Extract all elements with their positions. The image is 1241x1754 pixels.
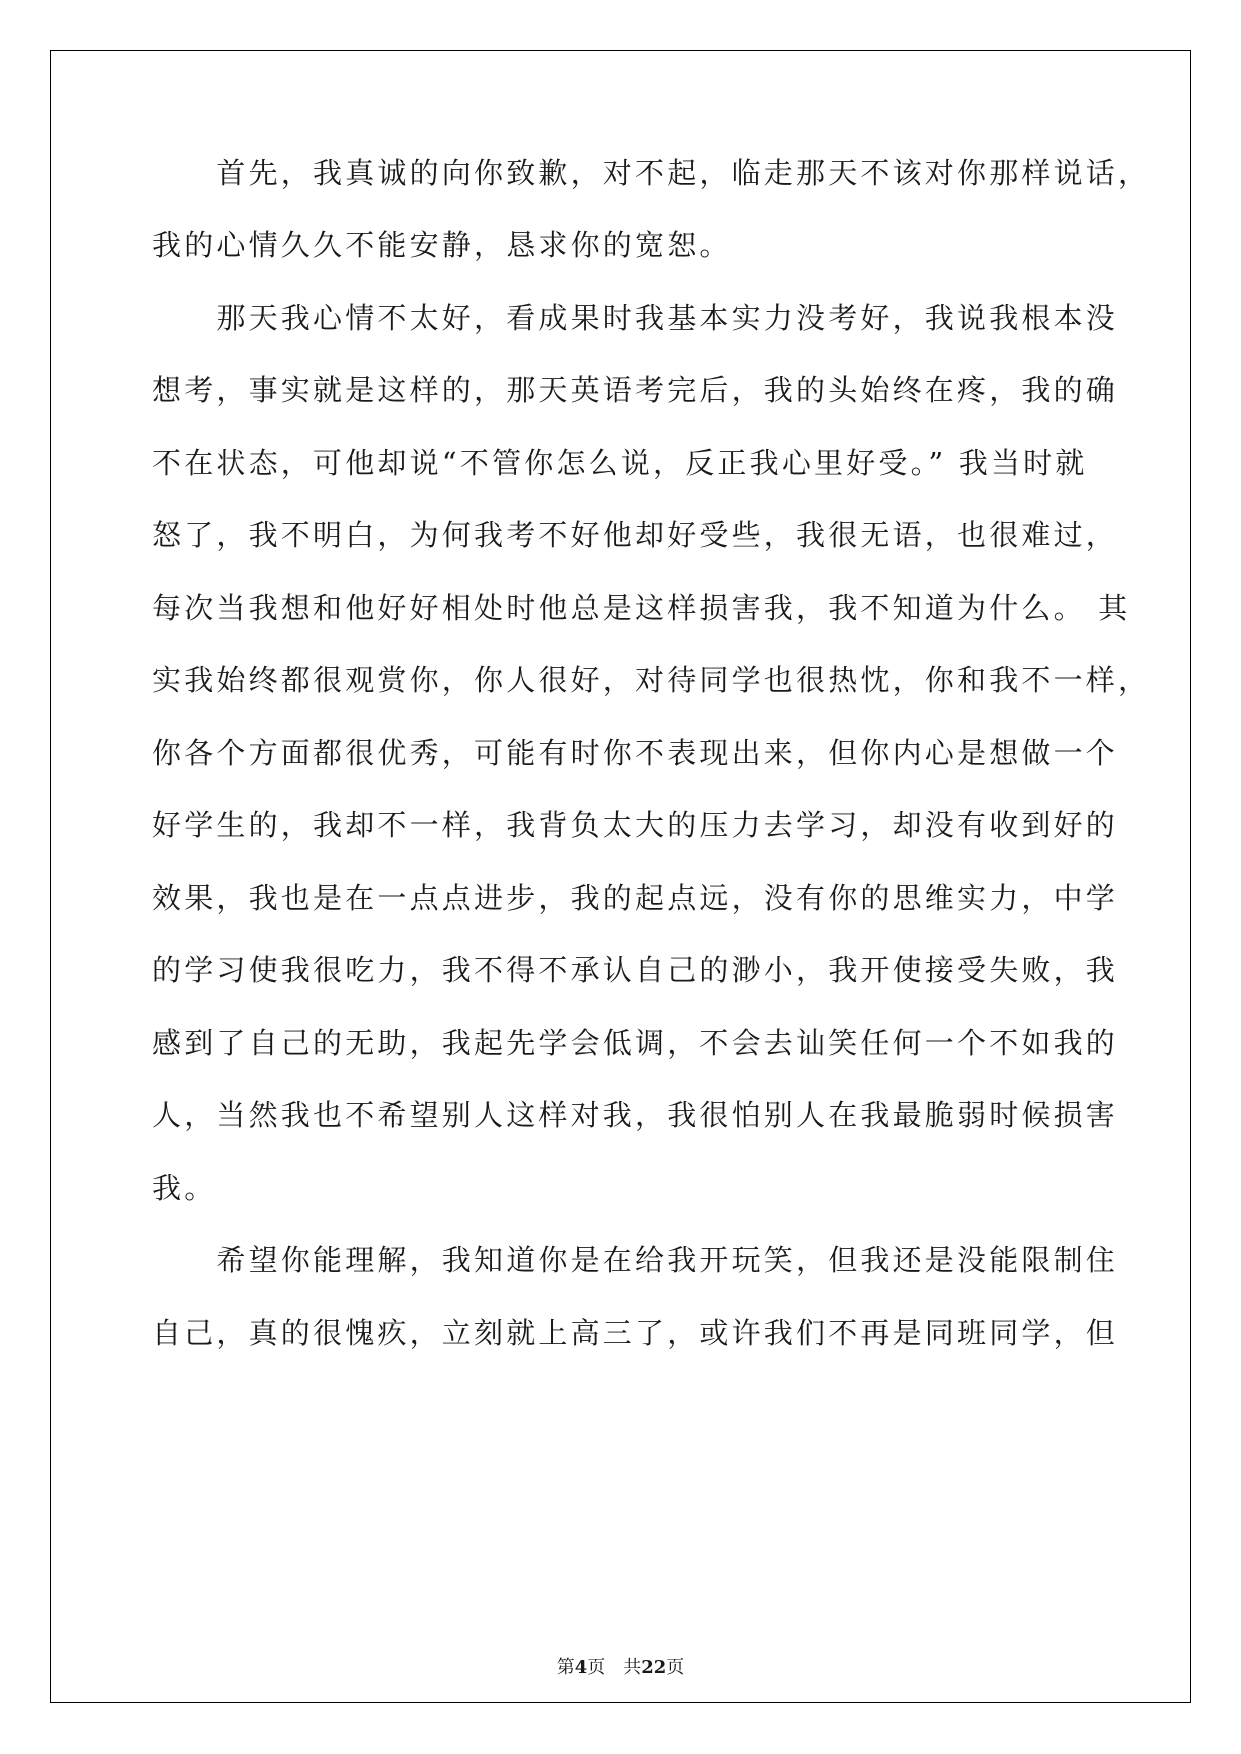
text-line: 自己，真的很愧疚，立刻就上高三了，或许我们不再是同班同学，但 (152, 1316, 1119, 1350)
footer-page-suffix: 页 (587, 1657, 606, 1678)
footer-total-suffix: 页 (666, 1657, 685, 1678)
text-line: 的学习使我很吃力，我不得不承认自己的渺小，我开使接受失败，我 (152, 953, 1119, 987)
total-pages: 22 (641, 1657, 667, 1678)
text-line: 想考，事实就是这样的，那天英语考完后，我的头始终在疼，我的确 (152, 373, 1119, 407)
text-line: 人，当然我也不希望别人这样对我，我很怕别人在我最脆弱时候损害 (152, 1098, 1119, 1132)
text-line: 那天我心情不太好，看成果时我基本实力没考好，我说我根本没 (152, 301, 1119, 335)
text-line: 我的心情久久不能安静，恳求你的宽恕。 (152, 228, 732, 262)
text-line: 怒了，我不明白，为何我考不好他却好受些，我很无语，也很难过， (152, 518, 1119, 552)
page-number: 4 (574, 1657, 588, 1678)
footer-total-prefix: 共 (623, 1657, 642, 1678)
text-line: 希望你能理解，我知道你是在给我开玩笑，但我还是没能限制住 (152, 1243, 1119, 1277)
text-line: 首先，我真诚的向你致歉，对不起，临走那天不该对你那样说话， (152, 156, 1151, 190)
page-footer (0, 1656, 1241, 1680)
text-line: 好学生的，我却不一样，我背负太大的压力去学习，却没有收到好的 (152, 808, 1119, 842)
text-line: 不在状态，可他却说“不管你怎么说，反正我心里好受。” 我当时就 (152, 446, 1088, 480)
text-line: 我。 (152, 1171, 217, 1205)
footer-prefix: 第 (556, 1657, 575, 1678)
text-line: 你各个方面都很优秀，可能有时你不表现出来，但你内心是想做一个 (152, 736, 1119, 770)
text-line: 感到了自己的无助，我起先学会低调，不会去讪笑任何一个不如我的 (152, 1026, 1119, 1060)
text-line: 效果，我也是在一点点进步，我的起点远，没有你的思维实力，中学 (152, 881, 1119, 915)
text-line: 每次当我想和他好好相处时他总是这样损害我，我不知道为什么。 其 (152, 591, 1131, 625)
text-line: 实我始终都很观赏你，你人很好，对待同学也很热忱，你和我不一样， (152, 663, 1151, 697)
